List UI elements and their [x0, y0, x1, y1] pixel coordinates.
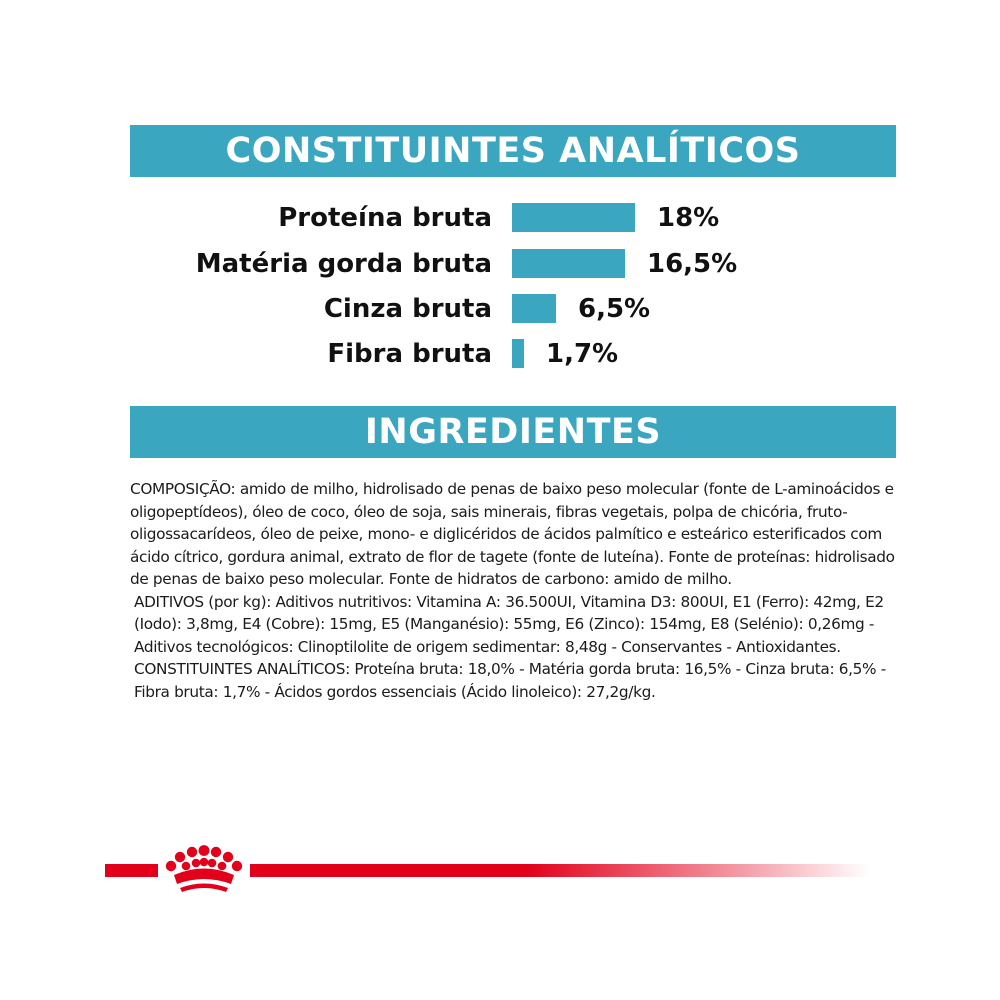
additives-paragraph: ADITIVOS (por kg): Aditivos nutritivos: Vitamina A: 36.500UI, Vitamina D3: 800UI, E1 (Ferro): 42mg, E2 (Iodo): 3,8mg, E4 (Cobre): 15mg, E5 (Manganésio): 55mg, E6 (Zinco): 154mg, E8 (Selénio): 0,26mg - Aditivos tecnológicos: Clinoptilolite de origem sedimentar: 8,48g - Conservantes - Antioxidantes. — [134, 592, 884, 656]
bar-label: Proteína bruta — [278, 203, 492, 233]
bar — [512, 249, 625, 278]
bar-label: Cinza bruta — [323, 294, 492, 324]
bar-value-label: 16,5% — [647, 249, 738, 279]
ingredients-text — [130, 478, 910, 703]
bar-row — [0, 289, 1000, 329]
analytical-constituents-title: CONSTITUINTES ANALÍTICOS — [225, 131, 801, 171]
bar — [512, 339, 524, 368]
bar-value-label: 6,5% — [578, 294, 651, 324]
ingredients-banner — [130, 406, 896, 458]
bar-value-label: 18% — [657, 203, 720, 233]
bar-row — [0, 334, 1000, 374]
analytical-constituents-banner — [130, 125, 896, 177]
royal-canin-crown-icon — [158, 844, 250, 894]
bar-value-label: 1,7% — [546, 339, 619, 369]
ingredients-title: INGREDIENTES — [364, 412, 662, 452]
bar-row — [0, 244, 1000, 284]
bar — [512, 203, 635, 232]
composition-paragraph: COMPOSIÇÃO: amido de milho, hidrolisado de penas de baixo peso molecular (fonte de L-aminoácidos e oligopeptídeos), óleo de coco, óleo de soja, sais minerais, fibras vegetais, polpa de chicória, fruto-oligossacarídeos, óleo de peixe, mono- e diglicéridos de ácidos palmítico e esteárico esterificados com ácido cítrico, gordura animal, extrato de flor de tagete (fonte de luteína). Fonte de proteínas: hidrolisado de penas de baixo peso molecular. Fonte de hidratos de carbono: amido de milho. — [130, 480, 895, 588]
bar — [512, 294, 556, 323]
bar-label: Fibra bruta — [327, 339, 492, 369]
constituents-paragraph: CONSTITUINTES ANALÍTICOS: Proteína bruta: 18,0% - Matéria gorda bruta: 16,5% - Cinza bruta: 6,5% - Fibra bruta: 1,7% - Ácidos gordos essenciais (Ácido linoleico): 27,2g/kg. — [134, 660, 886, 701]
bar-row — [0, 198, 1000, 238]
bar-label: Matéria gorda bruta — [195, 249, 492, 279]
